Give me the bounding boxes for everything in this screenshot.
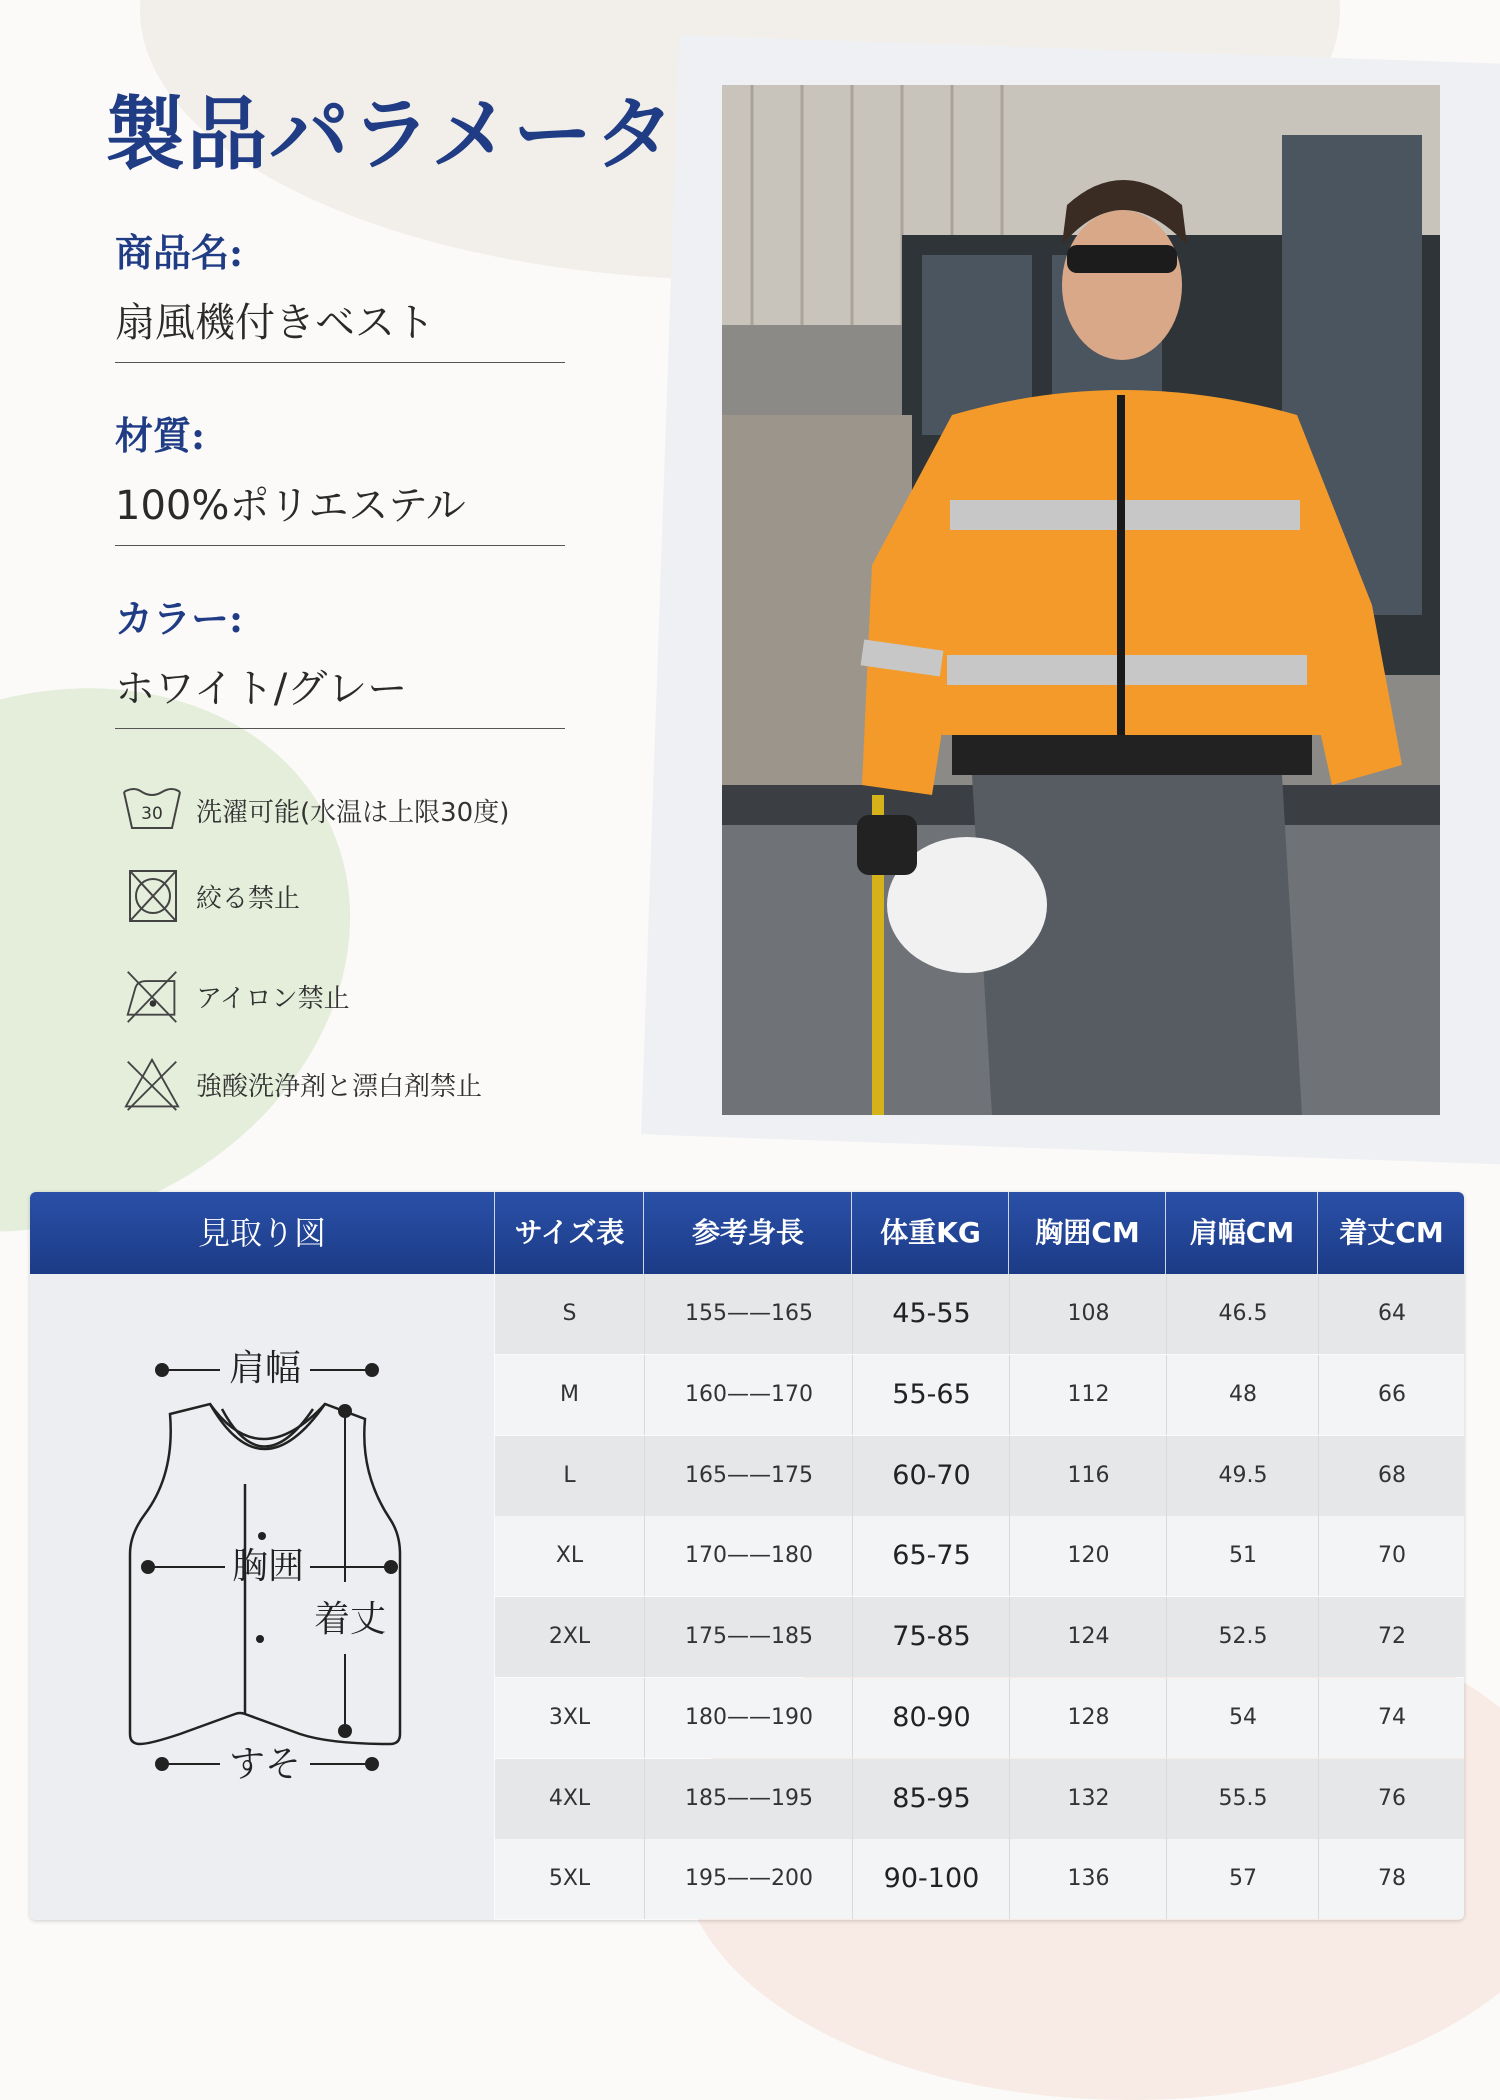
table-row <box>495 1436 1464 1516</box>
product-photo <box>722 85 1440 1115</box>
cell-length: 64 <box>1318 1274 1464 1354</box>
care-text: 強酸洗浄剤と漂白剤禁止 <box>196 1071 483 1102</box>
header-chest: 胸囲CM <box>1008 1192 1166 1274</box>
cell-size: S <box>562 1301 577 1326</box>
cell-weight: 55-65 <box>852 1355 1010 1435</box>
cell-shoulder: 51 <box>1166 1516 1319 1596</box>
param-material <box>95 405 565 546</box>
param-product-name <box>95 222 565 363</box>
table-header <box>30 1192 1464 1274</box>
header-height: 参考身長 <box>643 1192 852 1274</box>
table-row <box>495 1274 1464 1354</box>
table-row <box>495 1678 1464 1758</box>
param-label: 材質: <box>115 413 206 458</box>
cell-size: 3XL <box>548 1704 591 1730</box>
wash-temp-text: 30 <box>141 804 163 824</box>
page-title: 製品パラメータ <box>105 87 677 181</box>
care-item-no-bleach <box>120 1056 482 1112</box>
cell-height: 165——175 <box>644 1436 853 1516</box>
param-color <box>95 588 565 729</box>
wash-30-icon <box>120 782 184 838</box>
diagram-length-label: 着丈 <box>313 1599 387 1640</box>
cell-shoulder: 54 <box>1166 1678 1319 1758</box>
param-label: カラー: <box>115 596 244 641</box>
no-wring-icon <box>120 868 184 924</box>
no-bleach-icon <box>120 1056 184 1112</box>
cell-shoulder: 49.5 <box>1166 1436 1319 1516</box>
cell-weight: 90-100 <box>852 1839 1010 1919</box>
cell-size: M <box>560 1381 579 1407</box>
cell-chest: 124 <box>1009 1597 1167 1677</box>
table-row <box>495 1597 1464 1677</box>
cell-shoulder: 46.5 <box>1166 1274 1319 1354</box>
cell-height: 155——165 <box>644 1274 853 1354</box>
cell-chest: 116 <box>1009 1436 1167 1516</box>
cell-length: 76 <box>1318 1759 1464 1839</box>
cell-shoulder: 57 <box>1166 1839 1319 1919</box>
cell-length: 72 <box>1318 1597 1464 1677</box>
param-value: 扇風機付きベスト <box>115 291 565 363</box>
cell-chest: 120 <box>1009 1516 1167 1596</box>
header-weight: 体重KG <box>851 1192 1009 1274</box>
cell-chest: 128 <box>1009 1678 1167 1758</box>
table-row <box>495 1759 1464 1839</box>
cell-chest: 132 <box>1009 1759 1167 1839</box>
cell-weight: 85-95 <box>852 1759 1010 1839</box>
diagram-chest-label: 胸囲 <box>231 1546 305 1587</box>
diagram-hem-label: すそ <box>228 1744 302 1785</box>
worker-in-orange-vest-photo <box>722 85 1440 1115</box>
cell-height: 160——170 <box>644 1355 853 1435</box>
header-size: サイズ表 <box>494 1192 644 1274</box>
no-iron-icon <box>120 968 184 1024</box>
header-length: 着丈CM <box>1317 1192 1464 1274</box>
param-label: 商品名: <box>115 230 244 275</box>
size-table <box>30 1192 1464 1920</box>
cell-length: 78 <box>1318 1839 1464 1919</box>
cell-chest: 136 <box>1009 1839 1167 1919</box>
cell-height: 195——200 <box>644 1839 853 1919</box>
care-text: 洗濯可能(水温は上限30度) <box>196 797 510 828</box>
cell-weight: 60-70 <box>852 1436 1010 1516</box>
cell-size: 4XL <box>548 1785 591 1811</box>
cell-height: 180——190 <box>644 1678 853 1758</box>
care-item-wash <box>120 782 509 838</box>
cell-length: 70 <box>1318 1516 1464 1596</box>
cell-shoulder: 55.5 <box>1166 1759 1319 1839</box>
cell-size: XL <box>555 1543 584 1569</box>
table-row <box>495 1355 1464 1435</box>
cell-shoulder: 52.5 <box>1166 1597 1319 1677</box>
table-row <box>495 1839 1464 1919</box>
cell-size: 5XL <box>548 1866 591 1892</box>
param-value: ホワイト/グレー <box>115 657 565 729</box>
cell-weight: 65-75 <box>852 1516 1010 1596</box>
cell-length: 68 <box>1318 1436 1464 1516</box>
cell-size: L <box>563 1462 576 1488</box>
vest-outline-icon <box>30 1274 494 1920</box>
cell-weight: 75-85 <box>852 1597 1010 1677</box>
care-item-no-iron <box>120 968 350 1024</box>
cell-length: 74 <box>1318 1678 1464 1758</box>
care-text: 絞る禁止 <box>196 883 301 914</box>
header-diagram: 見取り図 <box>197 1214 326 1252</box>
cell-weight: 45-55 <box>852 1274 1010 1354</box>
header-shoulder: 肩幅CM <box>1165 1192 1318 1274</box>
diagram-shoulder-label: 肩幅 <box>228 1348 302 1389</box>
vest-diagram <box>30 1274 494 1920</box>
cell-weight: 80-90 <box>852 1678 1010 1758</box>
care-item-no-wring <box>120 868 300 924</box>
cell-height: 175——185 <box>644 1597 853 1677</box>
param-value: 100%ポリエステル <box>115 474 565 546</box>
cell-length: 66 <box>1318 1355 1464 1435</box>
cell-size: 2XL <box>548 1624 591 1649</box>
care-text: アイロン禁止 <box>196 983 350 1014</box>
cell-shoulder: 48 <box>1166 1355 1319 1435</box>
table-row <box>495 1516 1464 1596</box>
cell-height: 185——195 <box>644 1759 853 1839</box>
cell-chest: 112 <box>1009 1355 1167 1435</box>
cell-chest: 108 <box>1009 1274 1167 1354</box>
cell-height: 170——180 <box>644 1516 853 1596</box>
